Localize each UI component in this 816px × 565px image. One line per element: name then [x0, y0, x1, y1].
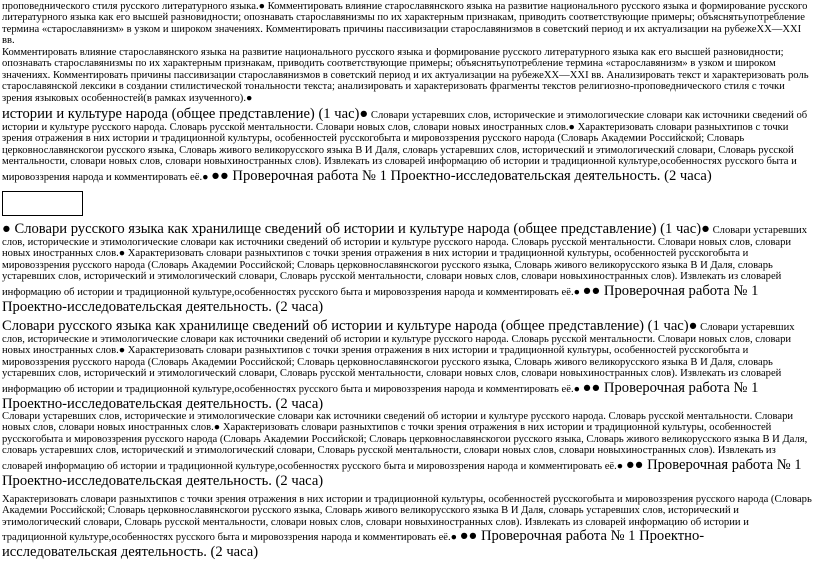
paragraph-dictionaries-3 [2, 318, 814, 412]
section-assessment: ●● Проверочная работа № 1 Проектно-исследовательская деятельность. (2 часа) [211, 167, 712, 184]
section-body: Словари устаревших слов, исторические и этимологические словари как источники сведений об истории и культуре русского народа. Словарь русской ментальности. Словари новых слов, словари новых иностранных слов.● Характеризовать словари разныхтипов с точки зрения отражения в них истории и традиционной культуры, особенностей русскогобыта и мировоззрения русского народа (Словарь Академии Российской; Словарь церковнославянскогои русского языка, Словарь живого великорусского языка В И Даля, словарь устаревших слов, исторический и этимологический словари, Словарь русской ментальности, словари новых слов, словари новыхиностранных слов). Извлекать из словарей информацию об истории и традиционной культуре,особенностях русского быта и мировоззрения народа и комментировать её.● [2, 411, 808, 472]
section-body: Словари устаревших слов, исторические и этимологические словари как источники сведений об истории и культуре русского народа. Словарь русской ментальности. Словари новых слов, словари новых иностранных слов.● Характеризовать словари разныхтипов с точки зрения отражения в них истории и традиционной культуры, особенностей русскогобыта и мировоззрения русского народа (Словарь Академии Российской; Словарь церковнославянскогои русского языка, Словарь живого великорусского языка В И Даля, словарь устаревших слов, исторический и этимологический словари, Словарь русской ментальности, словари новых слов, словари новыхиностранных слов). Извлекать из словарей информацию об истории и традиционной культуре,особенностях русского быта и мировоззрения народа и комментировать её.● [2, 110, 808, 183]
paragraph-dictionaries-5 [2, 494, 814, 560]
section-heading: Словари русского языка как хранилище сведений об истории и культуре народа (общее представление) (1 час)● [2, 318, 698, 334]
section-body: Словари устаревших слов, исторические и этимологические словари как источники сведений об истории и культуре русского народа. Словарь русской ментальности. Словари новых слов, словари новых иностранных слов.● Характеризовать словари разныхтипов с точки зрения отражения в них истории и традиционной культуры, особенностей русскогобыта и мировоззрения русского народа (Словарь Академии Российской; Словарь церковнославянскогои русского языка, Словарь живого великорусского языка В И Даля, словарь устаревших слов, исторический и этимологический словари, Словарь русской ментальности, словари новых слов, словари новыхиностранных слов). Извлекать из словарей информацию об истории и традиционной культуре,особенностях русского быта и мировоззрения народа и комментировать её.● [2, 322, 795, 395]
section-heading: ● Словари русского языка как хранилище сведений об истории и культуре народа (общее представление) (1 час)● [2, 221, 710, 237]
section-body: Характеризовать словари разныхтипов с точки зрения отражения в них истории и традиционной культуры, особенностей русскогобыта и мировоззрения русского народа (Словарь Академии Российской; Словарь церковнославянскогои русского языка, Словарь живого великорусского языка В И Даля, словарь устаревших слов, исторический и этимологический словари, Словарь русской ментальности, словари новых слов, словари новыхиностранных слов). Извлекать из словарей информацию об истории и традиционной культуре,особенностях русского быта и мировоззрения народа и комментировать её.● [2, 494, 812, 544]
paragraph-dictionaries-2 [2, 221, 814, 315]
paragraph-dictionaries-1 [2, 106, 814, 184]
empty-box [2, 191, 83, 216]
section-assessment: ●● Проверочная работа № 1 Проектно-исследовательская деятельность. (2 часа) [2, 528, 705, 561]
section-assessment: ●● Проверочная работа № 1 Проектно-исследовательская деятельность. (2 часа) [2, 379, 759, 412]
paragraph-old-slavonic: Комментировать влияние старославянского языка на развитие национального русского языка и формирование русского литературного языка как его высшей разновидности; опознавать старославянизмы по их характерным признакам, приводить соответствующие примеры; объяснятьупотребление термина «старославянизм» в узком и широком значениях. Комментировать причины пассивизации старославянизмов в советский период и их актуализации на рубежеХХ—ХХI вв. Анализировать текст и характеризовать роль старославянской лексики в создании стилистической тональности текста; анализировать и характеризовать фрагменты текстов религиозно-проповеднического стиля с точки зрения языковых особенностей(в рамках изученного).● [2, 47, 809, 104]
section-body: Словари устаревших слов, исторические и этимологические словари как источники сведений об истории и культуре русского народа. Словарь русской ментальности. Словари новых слов, словари новых иностранных слов.● Характеризовать словари разныхтипов с точки зрения отражения в них истории и традиционной культуры, особенностей русскогобыта и мировоззрения русского народа (Словарь Академии Российской; Словарь церковнославянскогои русского языка, Словарь живого великорусского языка В И Даля, словарь устаревших слов, исторический и этимологический словари, Словарь русской ментальности, словари новых слов, словари новыхиностранных слов). Извлекать из словарей информацию об истории и традиционной культуре,особенностях русского быта и мировоззрения народа и комментировать её.● [2, 225, 808, 298]
paragraph-dictionaries-4 [2, 411, 814, 489]
section-assessment: ●● Проверочная работа № 1 Проектно-исследовательская деятельность. (2 часа) [2, 282, 759, 315]
paragraph-intro: проповеднического стиля русского литературного языка.● Комментировать влияние старославянского языка на развитие национального русского языка и формирование русского литературного языка как его высшей разновидности; опознавать старославянизмы по их характерным признакам, приводить соответствующие примеры; объяснятьупотребление термина «старославянизм» в узком и широком значениях. Комментировать причины пассивизации старославянизмов в советский период и их актуализации на рубежеХХ—ХХI вв. [2, 1, 808, 47]
section-assessment: ●● Проверочная работа № 1 Проектно-исследовательская деятельность. (2 часа) [2, 456, 802, 489]
section-heading: истории и культуре народа (общее представление) (1 час)● [2, 106, 369, 122]
